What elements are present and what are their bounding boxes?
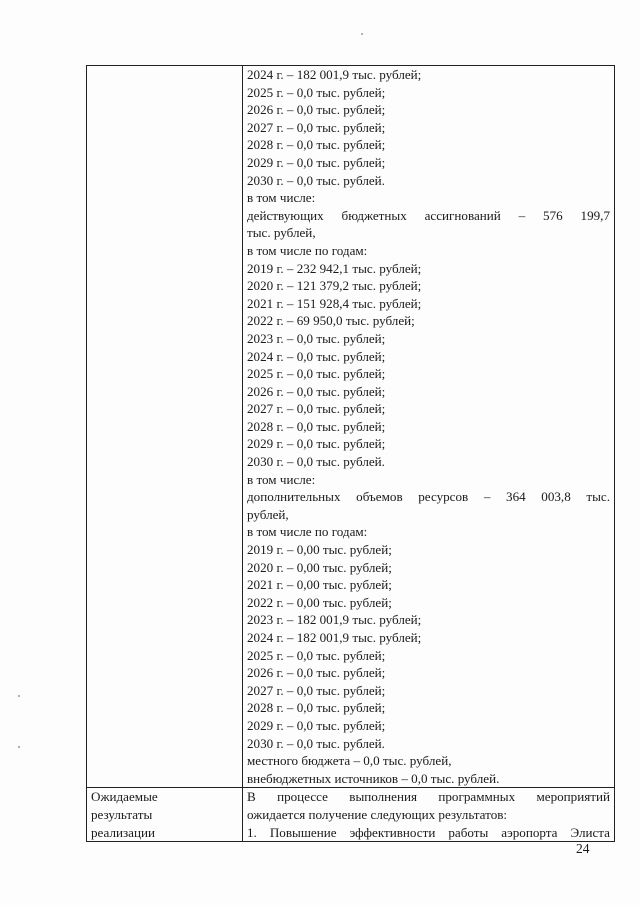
text-line: 2024 г. – 182 001,9 тыс. рублей; — [247, 67, 422, 82]
text-line: рублей, — [247, 506, 289, 522]
text-line: 2024 г. – 0,0 тыс. рублей; — [247, 348, 386, 364]
scan-speck — [18, 695, 20, 697]
text-line: 2025 г. – 0,0 тыс. рублей; — [247, 84, 386, 100]
text-line: 2029 г. – 0,0 тыс. рублей; — [247, 717, 386, 733]
text-line: в том числе по годам: — [247, 242, 368, 258]
text-line: в том числе по годам: — [247, 524, 368, 540]
text-line: 2024 г. – 182 001,9 тыс. рублей; — [247, 630, 422, 645]
text-line: 2021 г. – 0,00 тыс. рублей; — [247, 577, 392, 593]
text-line: 2019 г. – 232 942,1 тыс. рублей; — [247, 260, 422, 276]
text-line: 2021 г. – 151 928,4 тыс. рублей; — [247, 295, 422, 311]
text-line: Ожидаемые — [91, 789, 158, 805]
text-line: 2022 г. – 69 950,0 тыс. рублей; — [247, 313, 415, 329]
text-line: 2027 г. – 0,0 тыс. рублей; — [247, 682, 386, 698]
table-row-expected-results — [87, 788, 615, 842]
text-line: в том числе: — [247, 190, 316, 206]
financing-value-cell — [243, 66, 615, 788]
text-line: 2022 г. – 0,00 тыс. рублей; — [247, 594, 392, 610]
text-line: тыс. рублей, — [247, 225, 316, 241]
text-line: 2025 г. – 0,0 тыс. рублей; — [247, 647, 386, 663]
text-line: 2026 г. – 0,0 тыс. рублей; — [247, 665, 386, 681]
text-line: 2029 г. – 0,0 тыс. рублей; — [247, 436, 386, 452]
financing-label-cell — [87, 66, 243, 788]
scan-speck — [18, 746, 20, 748]
text-line: дополнительных объемов ресурсов – 364 003,8 тыс. — [247, 489, 610, 505]
page-number: 24 — [576, 841, 590, 856]
expected-results-label-cell — [87, 788, 243, 842]
program-passport-table — [86, 65, 615, 842]
text-line: 2030 г. – 0,0 тыс. рублей. — [247, 172, 385, 188]
text-line: 2025 г. – 0,0 тыс. рублей; — [247, 366, 386, 382]
text-line: 2026 г. – 0,0 тыс. рублей; — [247, 102, 386, 118]
text-line: результаты — [91, 806, 153, 822]
text-line: внебюджетных источников – 0,0 тыс. рублей. — [247, 770, 500, 786]
text-line: 2029 г. – 0,0 тыс. рублей; — [247, 154, 386, 170]
text-line: 1. Повышение эффективности работы аэропорта Элиста — [247, 824, 610, 840]
text-line: в том числе: — [247, 471, 316, 487]
text-line: 2023 г. – 0,0 тыс. рублей; — [247, 330, 386, 346]
text-line: 2030 г. – 0,0 тыс. рублей. — [247, 454, 385, 470]
text-line: 2028 г. – 0,0 тыс. рублей; — [247, 137, 386, 153]
text-line: 2020 г. – 0,00 тыс. рублей; — [247, 559, 392, 575]
text-line: 2028 г. – 0,0 тыс. рублей; — [247, 700, 386, 716]
text-line: ожидается получение следующих результатов: — [247, 806, 508, 822]
text-line: 2030 г. – 0,0 тыс. рублей. — [247, 735, 385, 751]
text-line: 2026 г. – 0,0 тыс. рублей; — [247, 383, 386, 399]
text-line: 2019 г. – 0,00 тыс. рублей; — [247, 542, 392, 558]
text-line: реализации — [91, 824, 155, 840]
text-line: местного бюджета – 0,0 тыс. рублей, — [247, 753, 452, 769]
expected-results-value-cell — [243, 788, 615, 842]
text-line: действующих бюджетных ассигнований – 576 199,7 — [247, 207, 610, 223]
text-line: 2027 г. – 0,0 тыс. рублей; — [247, 401, 386, 417]
text-line: 2023 г. – 182 001,9 тыс. рублей; — [247, 612, 422, 628]
text-line: 2020 г. – 121 379,2 тыс. рублей; — [247, 278, 422, 294]
text-line: 2028 г. – 0,0 тыс. рублей; — [247, 418, 386, 434]
text-line: 2027 г. – 0,0 тыс. рублей; — [247, 119, 386, 135]
text-line: В процессе выполнения программных мероприятий — [247, 789, 610, 805]
scan-speck — [361, 33, 363, 35]
table-row-financing — [87, 66, 615, 788]
